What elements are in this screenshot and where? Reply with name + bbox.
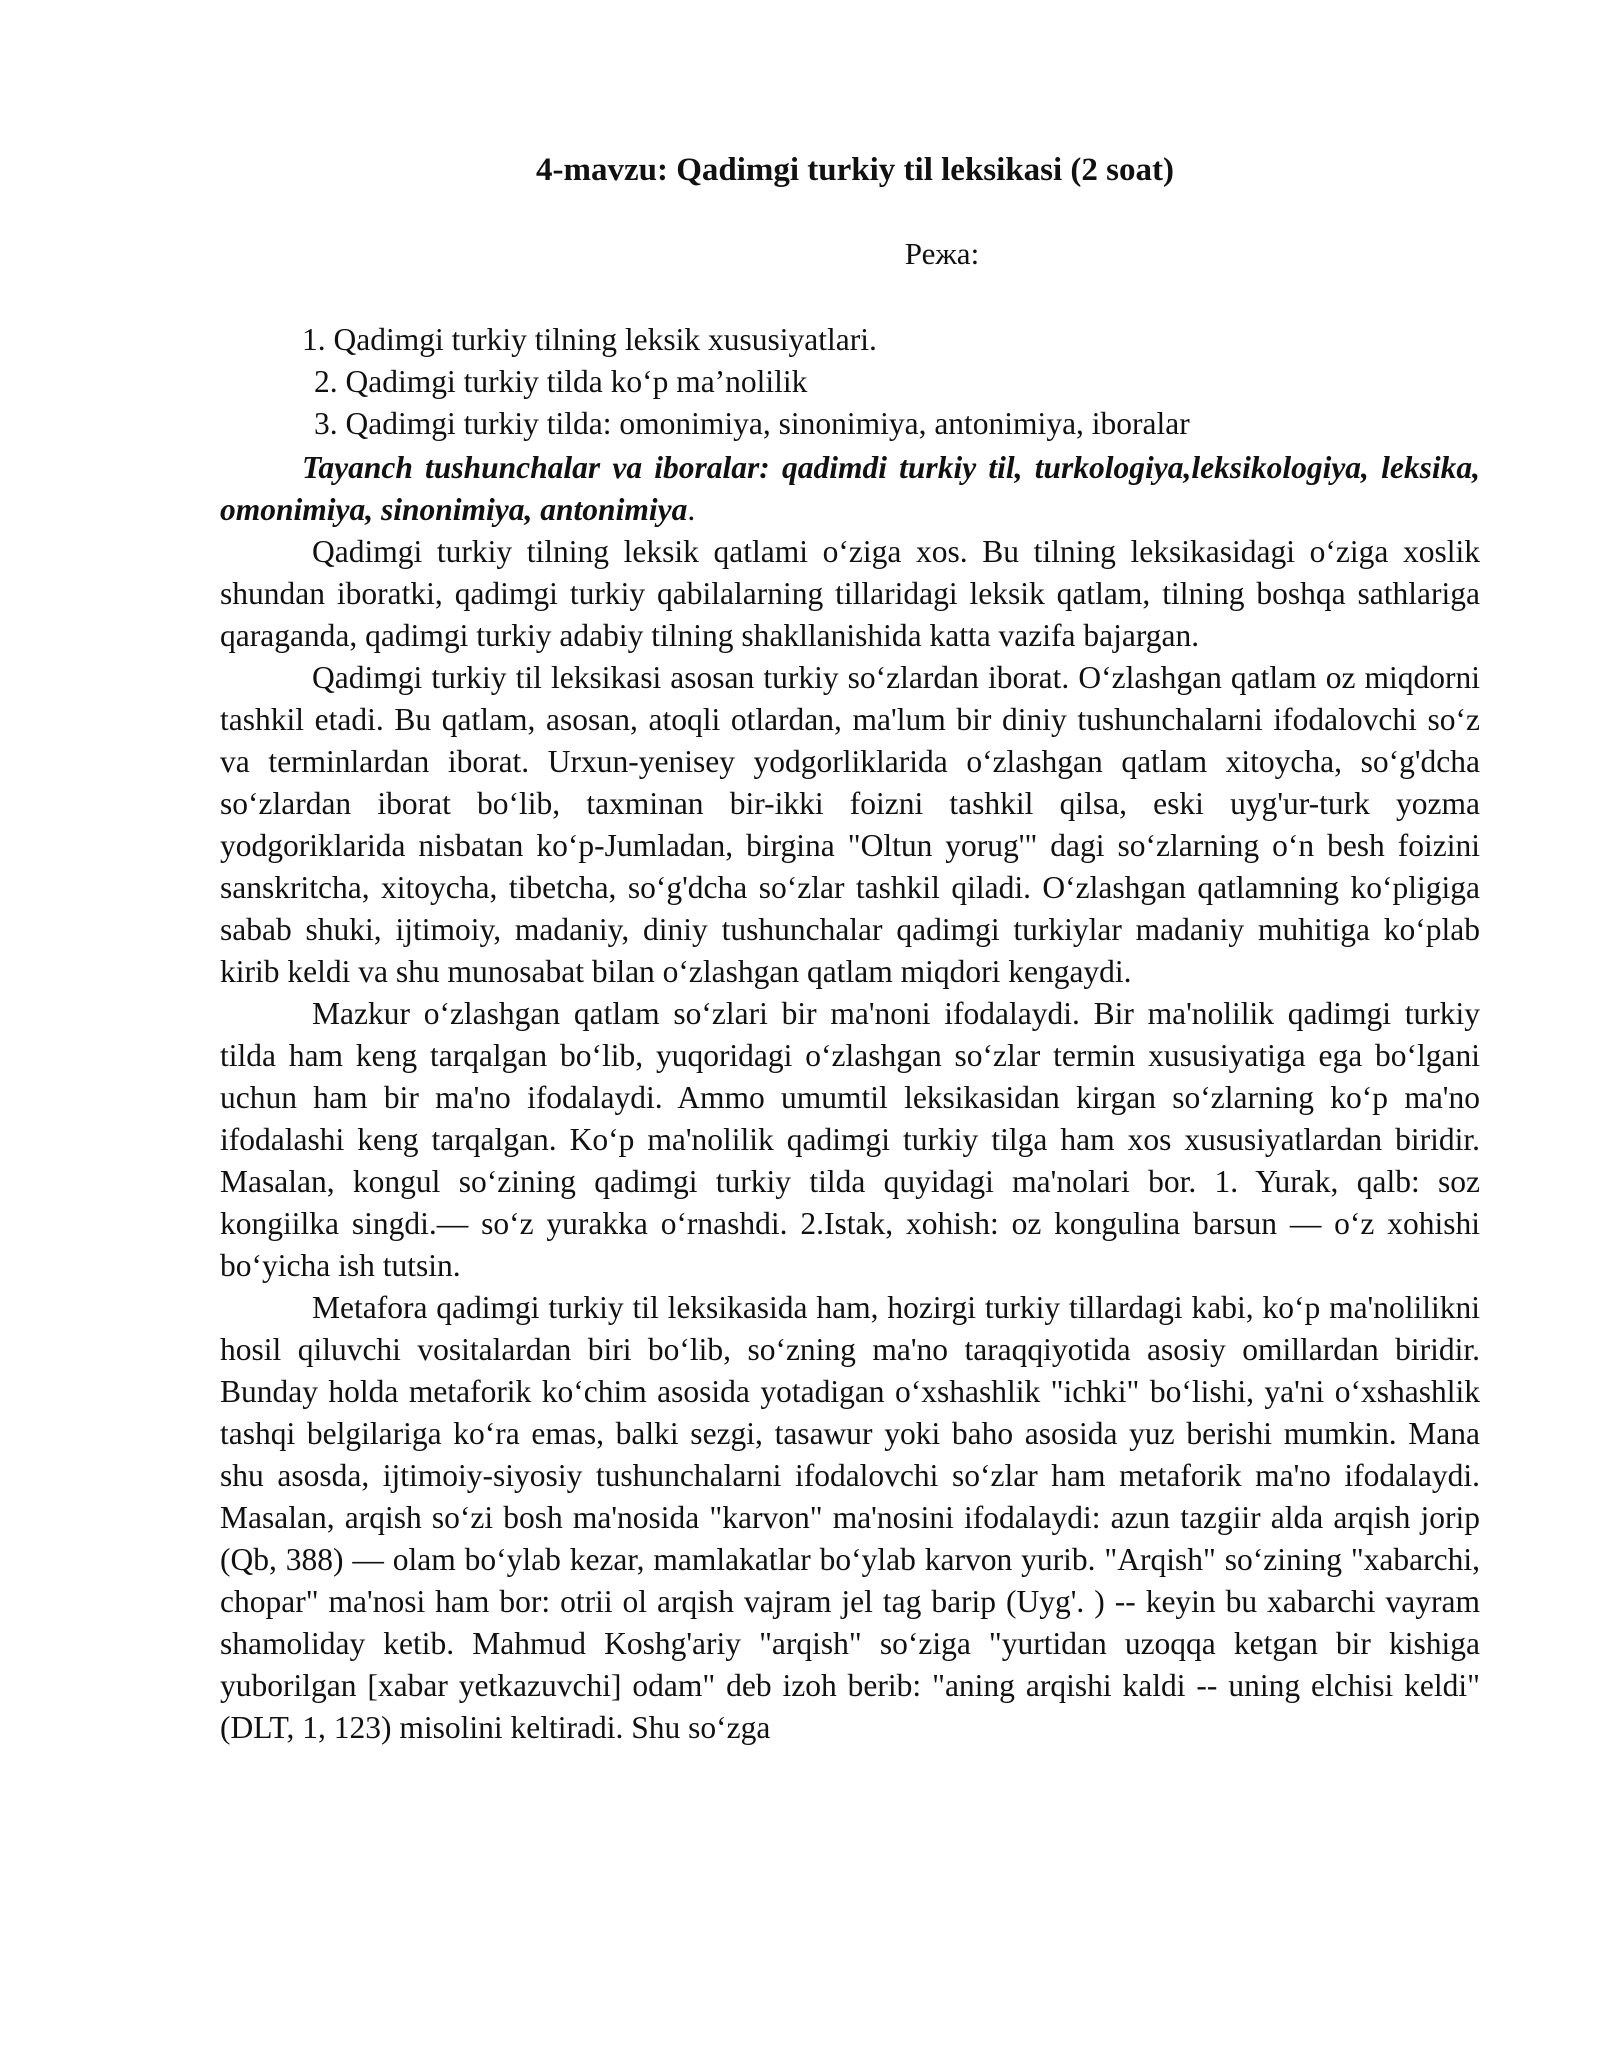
body-paragraph: Qadimgi turkiy tilning leksik qatlami o‘ziga xos. Bu tilning leksikasidagi o‘ziga xoslik shundan iboratki, qadimgi turkiy qabilalarning tillaridagi leksik qatlam, tilning boshqa sathlariga qaraganda, qadimgi turkiy adabiy tilning shakllanishida katta vazifa bajargan. [220,534,1480,653]
plan-list [302,319,1190,445]
key-terms-paragraph [220,447,1480,531]
key-terms-end: . [687,492,696,527]
plan-item: 1. Qadimgi turkiy tilning leksik xususiyatlari. [302,322,877,357]
plan-item: 2. Qadimgi turkiy tilda ko‘p ma’nolilik [314,364,808,399]
key-terms-text: Tayanch tushunchalar va iboralar: qadimdi turkiy til, turkologiya,leksikologiya, leksika, omonimiya, sinonimiya, antonimiya [220,450,1480,527]
document-body [220,447,1480,1749]
body-paragraph: Qadimgi turkiy til leksikasi asosan turkiy so‘zlardan iborat. O‘zlashgan qatlam oz miqdorni tashkil etadi. Bu qatlam, asosan, atoqli otlardan, ma'lum bir diniy tushunchalarni ifodalovchi so‘z va terminlardan iborat. Urxun-yenisey yodgorliklarida o‘zlashgan qatlam xitoycha, so‘g'dcha so‘zlardan iborat bo‘lib, taxminan bir-ikki foizni tashkil qilsa, eski uyg'ur-turk yozma yodgoriklarida nisbatan ko‘p-Jumladan, birgina "Oltun yorug'" dagi so‘zlarning o‘n besh foizini sanskritcha, xitoycha, tibetcha, so‘g'dcha so‘zlar tashkil qiladi. O‘zlashgan qatlamning ko‘pligiga sabab shuki, ijtimoiy, madaniy, diniy tushunchalar qadimgi turkiylar madaniy muhitiga ko‘plab kirib keldi va shu munosabat bilan o‘zlashgan qatlam miqdori kengaydi. [220,660,1480,989]
body-paragraph: Mazkur o‘zlashgan qatlam so‘zlari bir ma'noni ifodalaydi. Bir ma'nolilik qadimgi turkiy tilda ham keng tarqalgan bo‘lib, yuqoridagi o‘zlashgan so‘zlar termin xususiyatiga ega bo‘lgani uchun ham bir ma'no ifodalaydi. Ammo umumtil leksikasidan kirgan so‘zlarning ko‘p ma'no ifodalashi keng tarqalgan. Ko‘p ma'nolilik qadimgi turkiy tilga ham xos xususiyatlardan biridir. Masalan, kongul so‘zining qadimgi turkiy tilda quyidagi ma'nolari bor. 1. Yurak, qalb: soz kongiilka singdi.— so‘z yurakka o‘rnashdi. 2.Istak, xohish: oz kongulina barsun — o‘z xohishi bo‘yicha ish tutsin. [220,996,1480,1283]
document-title: 4-mavzu: Qadimgi turkiy til leksikasi (2 soat) [535,152,1174,188]
body-paragraph: Metafora qadimgi turkiy til leksikasida ham, hozirgi turkiy tillardagi kabi, ko‘p ma'nolilikni hosil qiluvchi vositalardan biri bo‘lib, so‘zning ma'no taraqqiyotida asosiy omillardan biridir. Bunday holda metaforik ko‘chim asosida yotadigan o‘xshashlik "ichki" bo‘lishi, ya'ni o‘xshashlik tashqi belgilariga ko‘ra emas, balki sezgi, tasawur yoki baho asosida yuz berishi mumkin. Mana shu asosda, ijtimoiy-siyosiy tushunchalarni ifodalovchi so‘zlar ham metaforik ma'no ifodalaydi. Masalan, arqish so‘zi bosh ma'nosida "karvon" ma'nosini ifodalaydi: azun tazgiir alda arqish jorip (Qb, 388) — olam bo‘ylab kezar, mamlakatlar bo‘ylab karvon yurib. "Arqish" so‘zining "xabarchi, chopar" ma'nosi ham bor: otrii ol arqish vajram jel tag barip (Uyg'. ) -- keyin bu xabarchi vayram shamoliday ketib. Mahmud Koshg'ariy "arqish" so‘ziga "yurtidan uzoqqa ketgan bir kishiga yuborilgan [xabar yetkazuvchi] odam" deb izoh berib: "aning arqishi kaldi -- uning elchisi keldi" (DLT, 1, 123) misolini keltiradi. Shu so‘zga [220,1290,1480,1745]
plan-item: 3. Qadimgi turkiy tilda: omonimiya, sinonimiya, antonimiya, iboralar [314,406,1190,441]
plan-heading: Режа: [904,236,980,271]
